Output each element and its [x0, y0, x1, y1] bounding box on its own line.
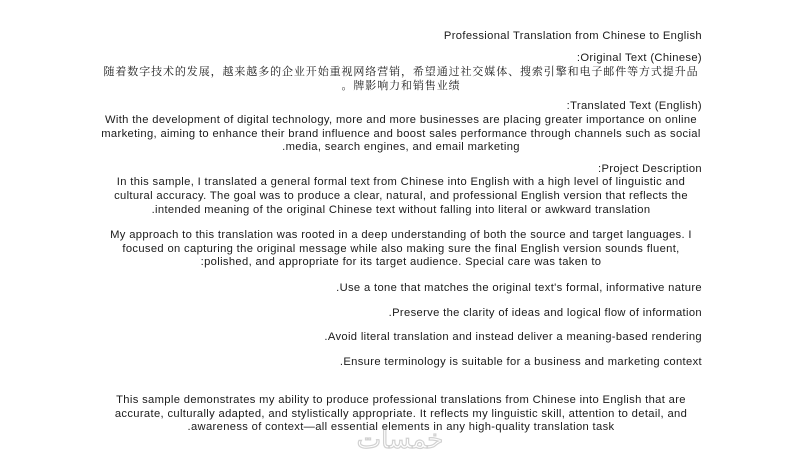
bullet-item-terminology: Ensure terminology is suitable for a business and marketing context.	[339, 355, 702, 368]
project-description-label: Project Description:	[597, 162, 702, 175]
document-body	[100, 30, 702, 435]
original-text-label: Original Text (Chinese):	[576, 51, 702, 64]
project-description-text: In this sample, I translated a general formal text from Chinese into English with a high level of linguistic and cultural accuracy. The goal was to produce a clear, natural, and professional English version that reflects the intended meaning of the original Chinese text without falling into literal or awkward translation.	[114, 176, 688, 216]
closing-text: This sample demonstrates my ability to produce professional translations from Chinese into English that are accurate, culturally adapted, and stylistically appropriate. It reflects my linguistic skill, attention to detail, and awareness of context—all essential elements in any high-quality translation task.	[114, 394, 688, 434]
document-title: Professional Translation from Chinese to English	[443, 30, 702, 42]
original-chinese-text: 随着数字技术的发展，越来越多的企业开始重视网络营销，希望通过社交媒体、搜索引擎和电子邮件等方式提升品牌影响力和销售业绩。	[103, 65, 699, 92]
bullet-item-clarity: Preserve the clarity of ideas and logical flow of information.	[388, 306, 702, 319]
approach-text: My approach to this translation was rooted in a deep understanding of both the source and target languages. I focused on capturing the original message while also making sure the final English version sounds fluent, polished, and appropriate for its target audience. Special care was taken to:	[110, 229, 692, 269]
bullet-item-tone: Use a tone that matches the original text's formal, informative nature.	[336, 281, 702, 294]
bullet-item-literal: Avoid literal translation and instead deliver a meaning-based rendering.	[324, 331, 702, 344]
translated-text-label: Translated Text (English):	[566, 100, 702, 113]
khamsat-watermark-logo	[340, 424, 460, 458]
translated-english-text: With the development of digital technology, more and more businesses are placing greater importance on online marketing, aiming to enhance their brand influence and boost sales performance through channels such as social media, search engines, and email marketing.	[101, 113, 701, 154]
watermark-text: خمسات	[356, 425, 444, 455]
